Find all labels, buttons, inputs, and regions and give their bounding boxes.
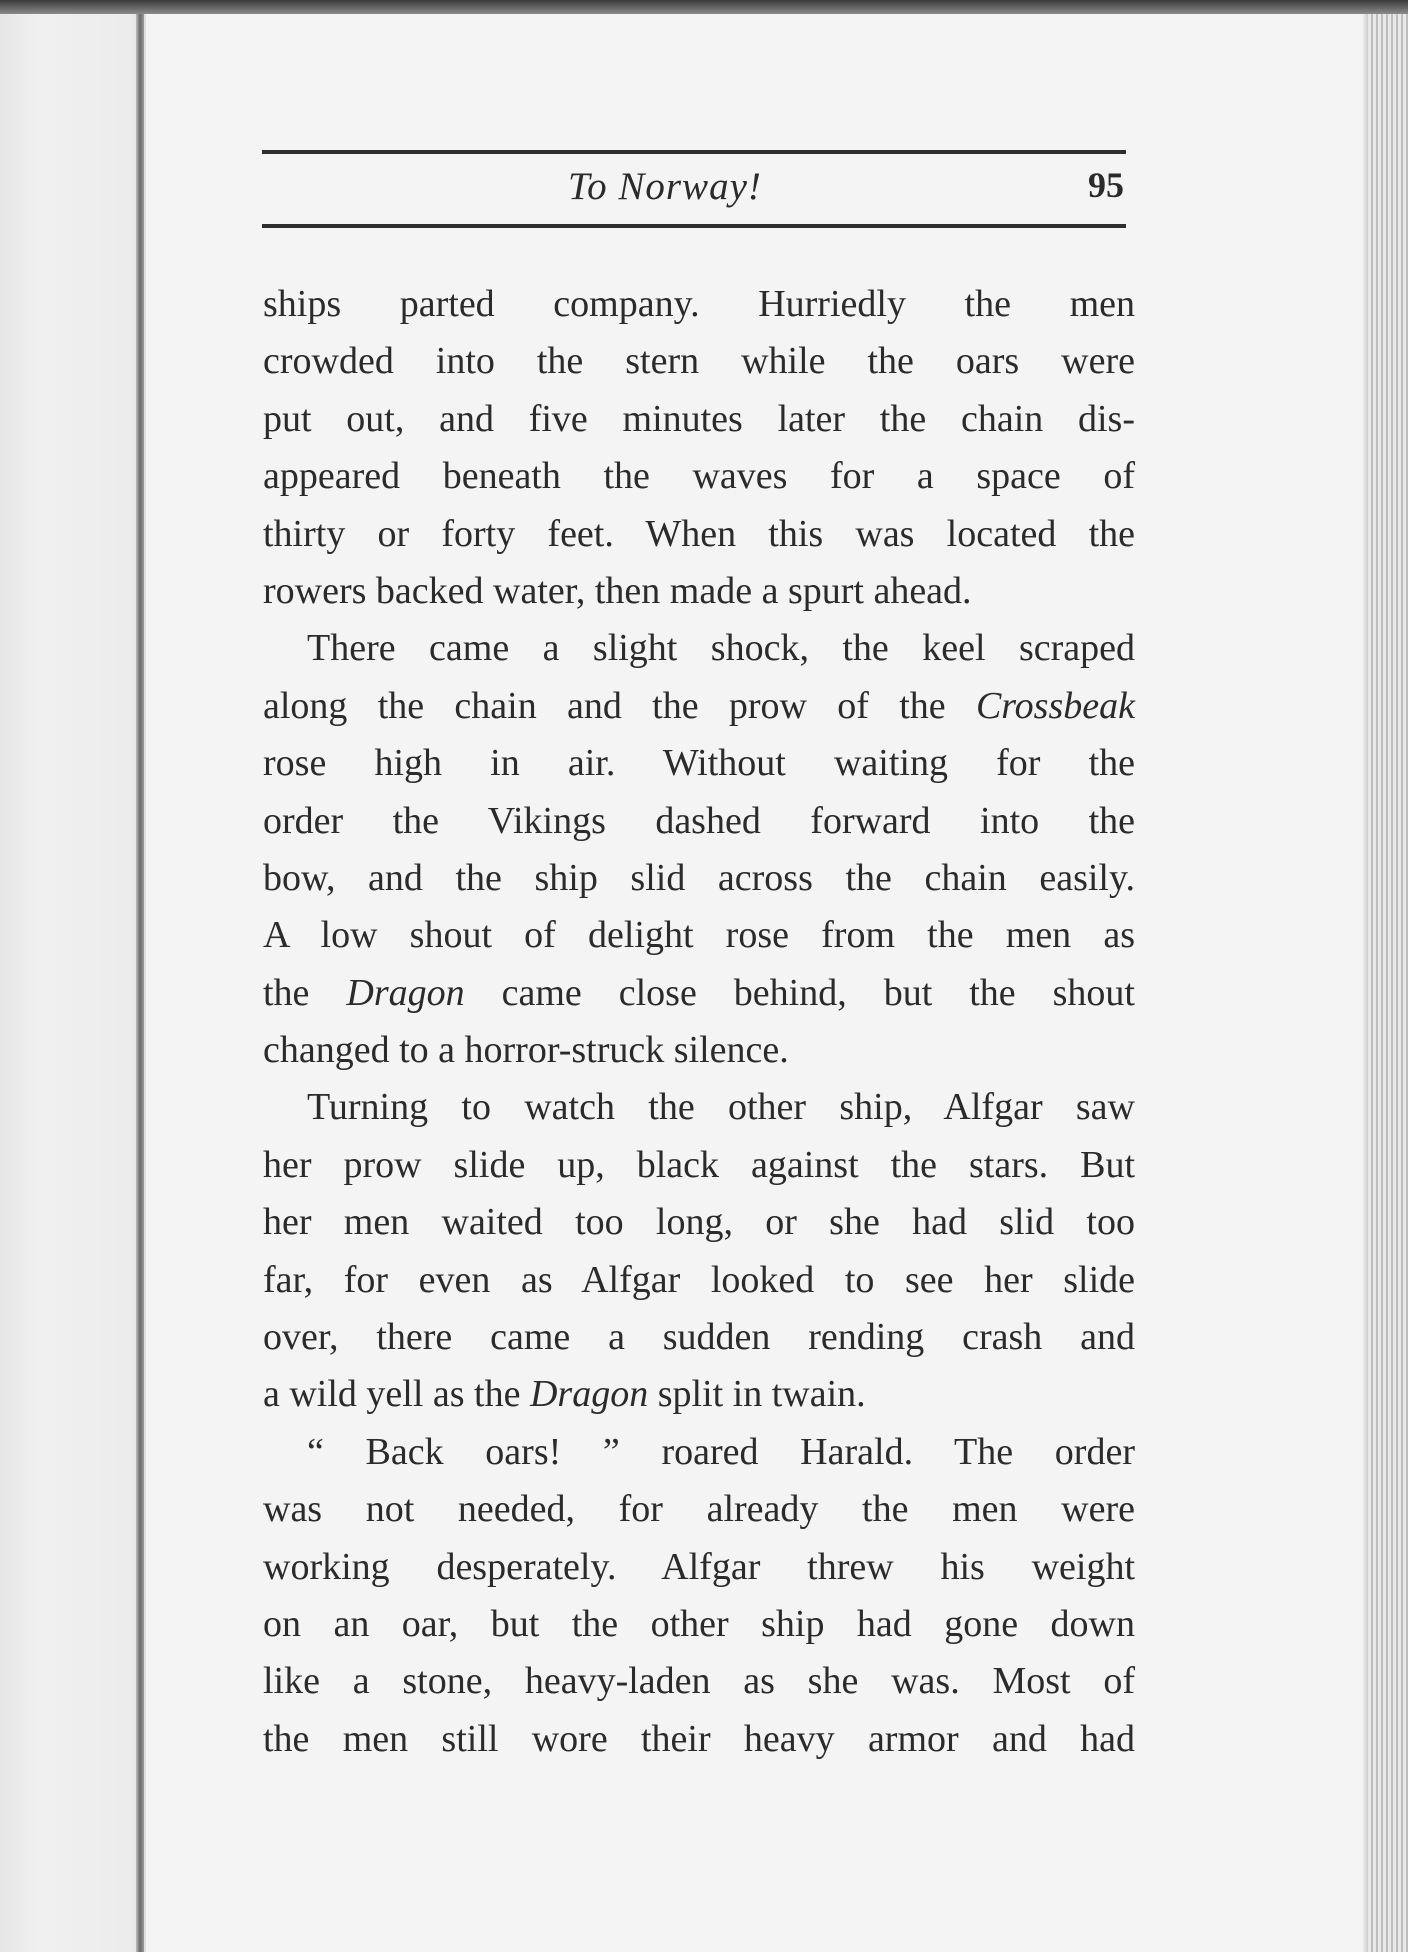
text-segment: like a stone, heavy-laden as she was. Most of [263, 1660, 1135, 1703]
text-line [263, 1252, 1135, 1309]
text-line [263, 1481, 1135, 1538]
book-gutter [136, 0, 144, 1952]
text-line [263, 1539, 1135, 1596]
text-line [263, 1653, 1135, 1710]
text-line [263, 448, 1135, 505]
text-segment: her prow slide up, black against the stars. But [263, 1143, 1135, 1186]
scan-top-edge [0, 0, 1408, 14]
text-segment: A low shout of delight rose from the men as [263, 914, 1135, 957]
text-segment: put out, and five minutes later the chain dis- [263, 397, 1135, 440]
text-line [263, 276, 1135, 333]
text-segment: along the chain and the prow of the [263, 684, 976, 727]
text-line [263, 1194, 1135, 1251]
text-segment: on an oar, but the other ship had gone down [263, 1602, 1135, 1645]
text-line [263, 1137, 1135, 1194]
text-segment: changed to a horror-struck silence. [263, 1029, 789, 1072]
text-line [263, 1366, 1135, 1423]
text-segment: appeared beneath the waves for a space of [263, 455, 1135, 498]
text-segment: bow, and the ship slid across the chain easily. [263, 856, 1135, 899]
text-line [263, 620, 1135, 677]
text-segment: rowers backed water, then made a spurt ahead. [263, 569, 972, 612]
text-segment: rose high in air. Without waiting for the [263, 742, 1135, 785]
scan-left-margin [0, 0, 148, 1952]
running-head [262, 160, 1126, 220]
text-segment: working desperately. Alfgar threw his weight [263, 1545, 1135, 1588]
text-segment: ships parted company. Hurriedly the men [263, 283, 1135, 325]
body-text [263, 276, 1135, 1768]
text-segment: thirty or forty feet. When this was located the [263, 512, 1135, 555]
text-segment: crowded into the stern while the oars were [263, 340, 1135, 383]
text-line [263, 1309, 1135, 1366]
text-line [263, 793, 1135, 850]
text-line [263, 1711, 1135, 1768]
text-line [263, 735, 1135, 792]
text-segment: the men still wore their heavy armor and had [263, 1717, 1135, 1760]
text-segment: over, there came a sudden rending crash and [263, 1316, 1135, 1359]
text-segment: a wild yell as the [263, 1373, 530, 1416]
text-segment: There came a slight shock, the keel scraped [307, 627, 1135, 670]
text-line [263, 1424, 1135, 1481]
ship-name: Dragon [346, 971, 465, 1014]
running-title: To Norway! [568, 165, 762, 208]
page-number: 95 [1088, 165, 1124, 205]
ship-name: Dragon [529, 1373, 649, 1416]
text-line [263, 1022, 1135, 1079]
text-segment: came close behind, but the shout [464, 971, 1135, 1014]
header-top-rule [262, 150, 1126, 154]
header-bottom-rule [262, 224, 1126, 228]
text-segment: far, for even as Alfgar looked to see her slide [263, 1258, 1135, 1301]
page-edges [1368, 14, 1408, 1952]
text-line [263, 907, 1135, 964]
text-line [263, 678, 1135, 735]
text-segment: was not needed, for already the men were [263, 1488, 1135, 1531]
text-line [263, 506, 1135, 563]
text-segment: “ Back oars! ” roared Harald. The order [307, 1430, 1135, 1473]
text-segment: her men waited too long, or she had slid too [263, 1201, 1135, 1244]
text-line [263, 333, 1135, 390]
text-line [263, 563, 1135, 620]
text-segment: order the Vikings dashed forward into the [263, 799, 1135, 842]
text-line [263, 1079, 1135, 1136]
text-segment: the [263, 971, 347, 1014]
ship-name: Crossbeak [975, 684, 1135, 727]
text-line [263, 1596, 1135, 1653]
text-line [263, 391, 1135, 448]
text-segment: Turning to watch the other ship, Alfgar saw [307, 1086, 1135, 1129]
text-line [263, 965, 1135, 1022]
text-line [263, 850, 1135, 907]
text-segment: split in twain. [648, 1373, 866, 1416]
